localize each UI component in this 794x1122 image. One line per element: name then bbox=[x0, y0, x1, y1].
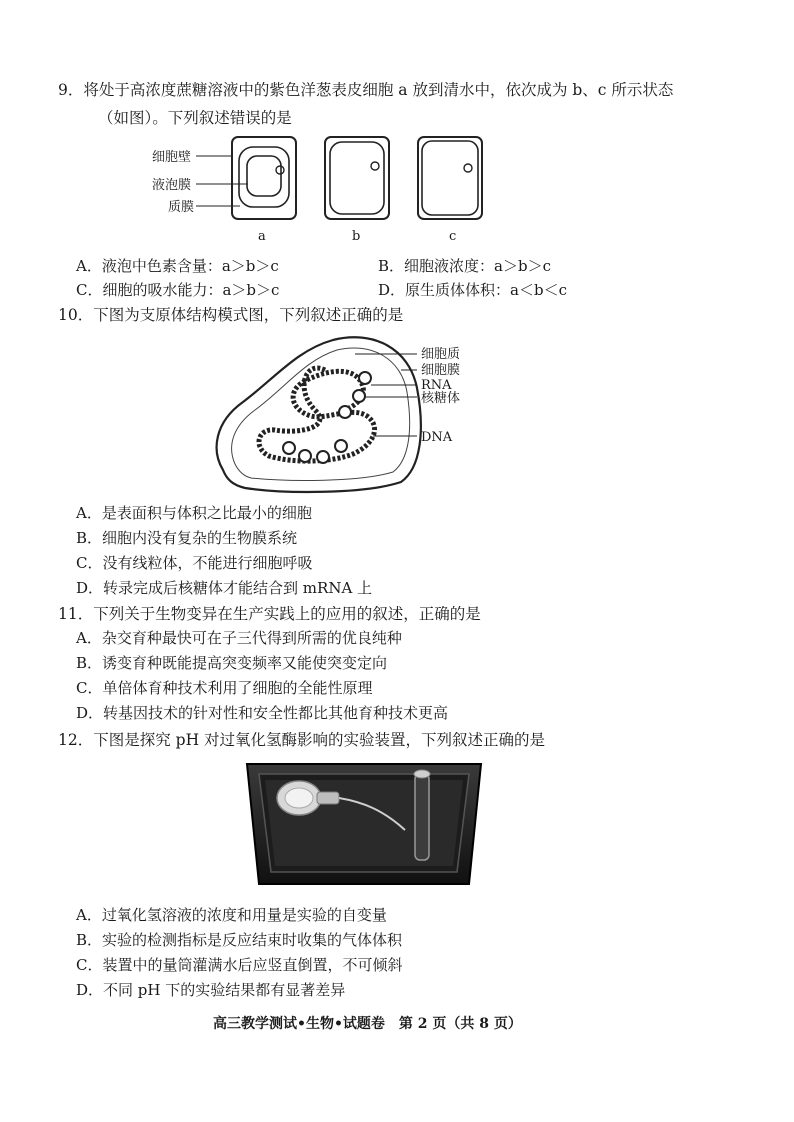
cell-b bbox=[325, 137, 389, 219]
q10-option-c: C．没有线粒体，不能进行细胞呼吸 bbox=[76, 554, 313, 572]
label-vacuole-membrane: 液泡膜 bbox=[152, 178, 192, 193]
label-plasma-membrane: 质膜 bbox=[168, 200, 195, 215]
q9-option-c: C．细胞的吸水能力：a＞b＞c bbox=[76, 281, 280, 299]
ribosome bbox=[299, 450, 311, 462]
cell-a bbox=[232, 137, 296, 219]
q12-option-d: D．不同 pH 下的实验结果都有显著差异 bbox=[76, 981, 346, 999]
label-dna: DNA bbox=[421, 430, 453, 445]
ribosome bbox=[317, 451, 329, 463]
ribosome bbox=[335, 440, 347, 452]
q11-option-b: B．诱变育种既能提高突变频率又能使突变定向 bbox=[76, 654, 388, 672]
ribosome bbox=[339, 406, 351, 418]
label-cell-wall: 细胞壁 bbox=[152, 150, 192, 165]
cell-c bbox=[418, 137, 482, 219]
q10-option-a: A．是表面积与体积之比最小的细胞 bbox=[76, 504, 312, 522]
q12-stem: 12．下图是探究 pH 对过氧化氢酶影响的实验装置，下列叙述正确的是 bbox=[58, 731, 546, 749]
q10-mycoplasma-figure bbox=[205, 330, 495, 495]
q10-option-d: D．转录完成后核糖体才能结合到 mRNA 上 bbox=[76, 579, 373, 597]
q10-option-b: B．细胞内没有复杂的生物膜系统 bbox=[76, 529, 298, 547]
q11-option-d: D．转基因技术的针对性和安全性都比其他育种技术更高 bbox=[76, 704, 449, 722]
q9-option-a: A．液泡中色素含量：a＞b＞c bbox=[76, 257, 279, 275]
caption-c: c bbox=[449, 229, 457, 244]
q9-option-d: D．原生质体体积：a＜b＜c bbox=[378, 281, 567, 299]
q9-option-b: B．细胞液浓度：a＞b＞c bbox=[378, 257, 551, 275]
q12-option-b: B．实验的检测指标是反应结束时收集的气体体积 bbox=[76, 931, 403, 949]
q9-stem-line2: （如图）。下列叙述错误的是 bbox=[98, 109, 292, 127]
q11-option-a: A．杂交育种最快可在子三代得到所需的优良纯种 bbox=[76, 629, 402, 647]
ribosome bbox=[353, 390, 365, 402]
page-footer: 高三教学测试•生物•试题卷 第 2 页（共 8 页） bbox=[213, 1016, 522, 1032]
ribosome bbox=[283, 442, 295, 454]
q11-stem: 11．下列关于生物变异在生产实践上的应用的叙述，正确的是 bbox=[58, 605, 481, 623]
graduated-cylinder bbox=[415, 774, 429, 860]
label-cytoplasm: 细胞质 bbox=[421, 347, 461, 362]
caption-a: a bbox=[258, 229, 266, 244]
label-cell-membrane: 细胞膜 bbox=[421, 363, 461, 378]
caption-b: b bbox=[352, 229, 361, 244]
q9-stem-line1: 9．将处于高浓度蔗糖溶液中的紫色洋葱表皮细胞 a 放到清水中，依次成为 b、c 所示状态 bbox=[58, 81, 674, 99]
q9-plasmolysis-figure bbox=[150, 132, 500, 247]
q12-option-a: A．过氧化氢溶液的浓度和用量是实验的自变量 bbox=[76, 906, 387, 924]
label-rna: RNA bbox=[421, 378, 452, 393]
ribosome bbox=[359, 372, 371, 384]
q11-option-c: C．单倍体育种技术利用了细胞的全能性原理 bbox=[76, 679, 373, 697]
q12-apparatus-photo bbox=[243, 760, 485, 890]
q10-stem: 10．下图为支原体结构模式图，下列叙述正确的是 bbox=[58, 306, 404, 324]
flask-stopper bbox=[317, 792, 339, 804]
q12-option-c: C．装置中的量筒灌满水后应竖直倒置，不可倾斜 bbox=[76, 956, 403, 974]
dna-strand bbox=[259, 368, 375, 461]
label-ribosome: 核糖体 bbox=[421, 391, 461, 406]
